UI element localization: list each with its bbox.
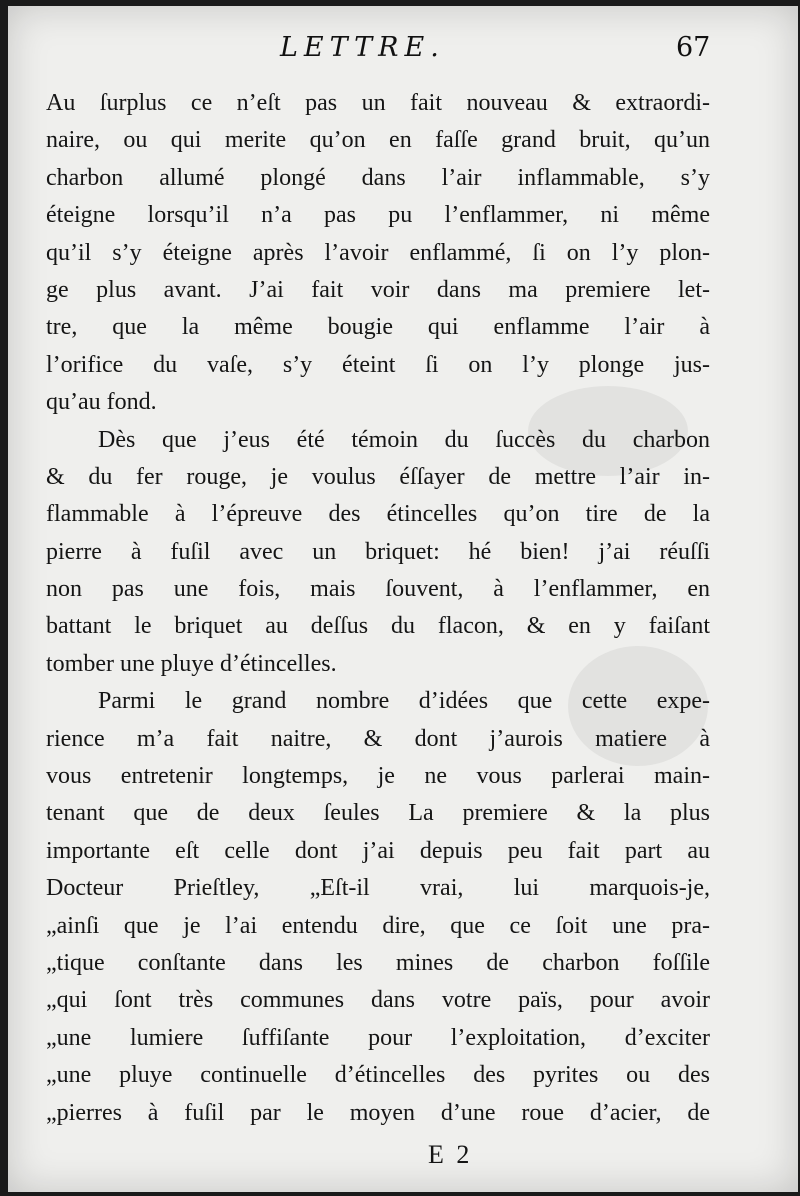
text-line: „une pluye continuelle d’étincelles des pyrites ou des [46, 1062, 710, 1089]
text-line: rience m’a fait naitre, & dont j’aurois matiere à [46, 725, 710, 752]
signature-mark: E 2 [428, 1140, 473, 1169]
text-line: l’orifice du vaſe, s’y éteint ſi on l’y plonge jus- [46, 351, 710, 378]
text-line: charbon allumé plongé dans l’air inflammable, s’y [46, 164, 710, 191]
text-line: tre, que la même bougie qui enflamme l’air à [46, 314, 710, 341]
running-title: LETTRE. [280, 32, 445, 63]
text-line: tenant que de deux ſeules La premiere & la plus [46, 800, 710, 827]
page-number: 67 [676, 32, 711, 63]
text-line: vous entretenir longtemps, je ne vous parlerai main- [46, 763, 710, 790]
text-line: tomber une pluye d’étincelles. [46, 650, 337, 677]
text-line: & du fer rouge, je voulus éſſayer de mettre l’air in- [46, 463, 710, 490]
text-line: flammable à l’épreuve des étincelles qu’on tire de la [46, 501, 710, 528]
text-line: pierre à fuſil avec un briquet: hé bien! j’ai réuſſi [46, 538, 710, 565]
text-line: naire, ou qui merite qu’on en faſſe grand bruit, qu’un [46, 127, 710, 154]
text-line: „tique conſtante dans les mines de charbon foſſile [46, 949, 710, 976]
text-line: Parmi le grand nombre d’idées que cette expe- [98, 688, 710, 715]
text-line: éteigne lorsqu’il n’a pas pu l’enflammer, ni même [46, 202, 710, 229]
text-line: „pierres à fuſil par le moyen d’une roue d’acier, de [46, 1099, 710, 1126]
text-line: Dès que j’eus été témoin du ſuccès du charbon [98, 426, 710, 453]
body-text [46, 85, 710, 1132]
text-line: Au ſurplus ce n’eſt pas un fait nouveau & extraordi- [46, 90, 710, 116]
text-line: Docteur Prieſtley, „Eſt-il vrai, lui marquois-je, [46, 875, 710, 902]
text-line: qu’au fond. [46, 389, 157, 416]
text-line: importante eſt celle dont j’ai depuis peu fait part au [46, 837, 710, 864]
page-header [8, 32, 798, 72]
book-page [8, 6, 798, 1192]
text-line: ge plus avant. J’ai fait voir dans ma premiere let- [46, 276, 710, 303]
text-line: battant le briquet au deſſus du flacon, & en y faiſant [46, 613, 710, 640]
text-line: „qui ſont très communes dans votre païs, pour avoir [46, 987, 710, 1014]
text-line: „une lumiere ſuffiſante pour l’exploitation, d’exciter [46, 1024, 710, 1051]
text-line: qu’il s’y éteigne après l’avoir enflammé, ſi on l’y plon- [46, 239, 710, 266]
text-line: non pas une fois, mais ſouvent, à l’enflammer, en [46, 576, 710, 603]
text-line: „ainſi que je l’ai entendu dire, que ce ſoit une pra- [46, 912, 710, 939]
